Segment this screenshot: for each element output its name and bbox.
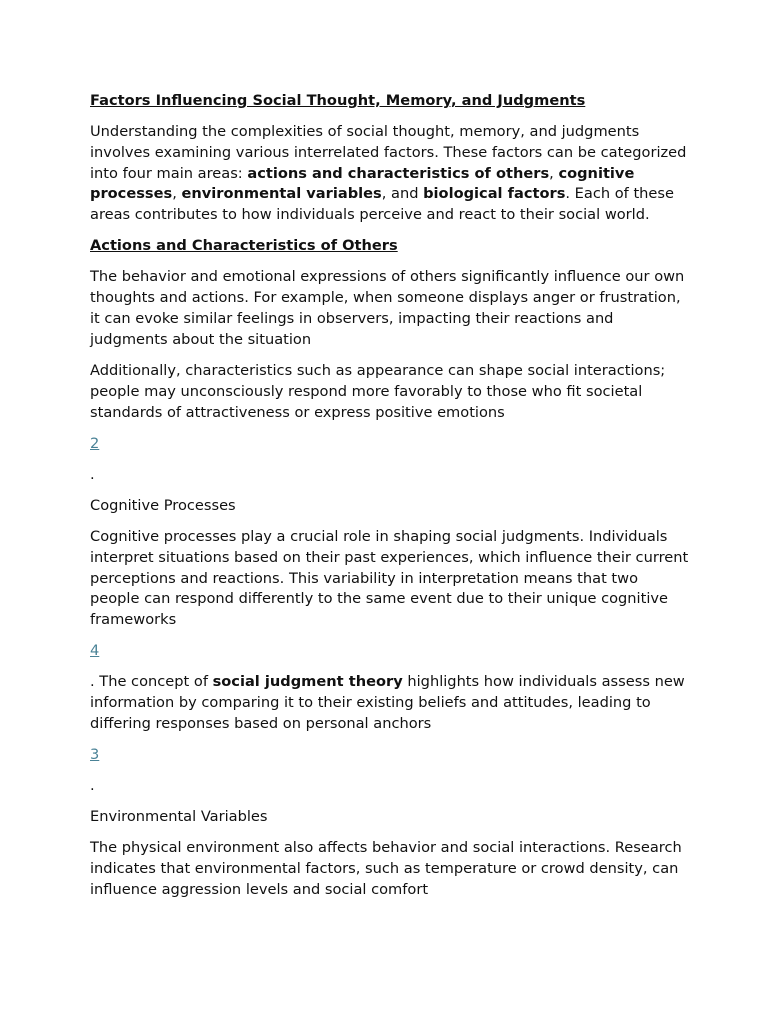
reference-link-3[interactable]: 3	[90, 745, 100, 763]
document-body	[90, 91, 690, 911]
intro-bold-biological: biological factors	[423, 185, 566, 203]
reference-link-4[interactable]: 4	[90, 642, 100, 660]
period-text: .	[90, 465, 95, 483]
section-heading-actions: Actions and Characteristics of Others	[90, 237, 398, 255]
intro-text-4: , and	[381, 185, 424, 203]
actions-paragraph-2: Additionally, characteristics such as appearance can shape social interactions; people may unconsciously respond more favorably to those who fit societal standards of attractiveness or express positive emotions	[90, 361, 666, 421]
period-text: .	[90, 777, 95, 795]
reference-link-2[interactable]: 2	[90, 434, 100, 452]
cognitive-paragraph-2	[90, 672, 690, 734]
cognitive-bold-theory: social judgment theory	[212, 673, 403, 691]
cognitive-text-1: . The concept of	[90, 673, 213, 691]
intro-text-3: ,	[172, 185, 182, 203]
document-title: Factors Influencing Social Thought, Memory, and Judgments	[90, 92, 586, 109]
intro-text-1: Understanding the complexities of social thought, memory, and judgments involves examining various interrelated factors. These factors can be categorized into four main areas:	[90, 123, 687, 182]
reference-paragraph	[90, 745, 690, 766]
intro-paragraph	[90, 122, 690, 226]
section-heading-cognitive: Cognitive Processes	[90, 496, 236, 514]
cognitive-text-2: highlights how individuals assess new information by comparing it to their existing beliefs and attitudes, leading to differing responses based on personal anchors	[90, 673, 685, 732]
actions-paragraph-1: The behavior and emotional expressions of others significantly influence our own thoughts and actions. For example, when someone displays anger or frustration, it can evoke similar feelings in observers, impacting their reactions and judgments about the situation	[90, 268, 685, 348]
intro-bold-cognitive: cognitive processes	[90, 164, 635, 203]
intro-bold-environmental: environmental variables	[181, 185, 382, 203]
reference-paragraph	[90, 641, 690, 662]
cognitive-paragraph-1: Cognitive processes play a crucial role in shaping social judgments. Individuals interpret situations based on their past experiences, which influence their current perceptions and reactions. This variability in interpretation means that two people can respond differently to the same event due to their unique cognitive frameworks	[90, 527, 689, 629]
environmental-paragraph-1: The physical environment also affects behavior and social interactions. Research indicates that environmental factors, such as temperature or crowd density, can influence aggression levels and social comfort	[90, 839, 682, 898]
section-heading-environmental: Environmental Variables	[90, 808, 268, 826]
intro-text-2: ,	[549, 164, 559, 182]
intro-text-5: . Each of these areas contributes to how individuals perceive and react to their social world.	[90, 185, 674, 224]
reference-paragraph	[90, 434, 690, 455]
intro-bold-actions: actions and characteristics of others	[247, 164, 550, 182]
